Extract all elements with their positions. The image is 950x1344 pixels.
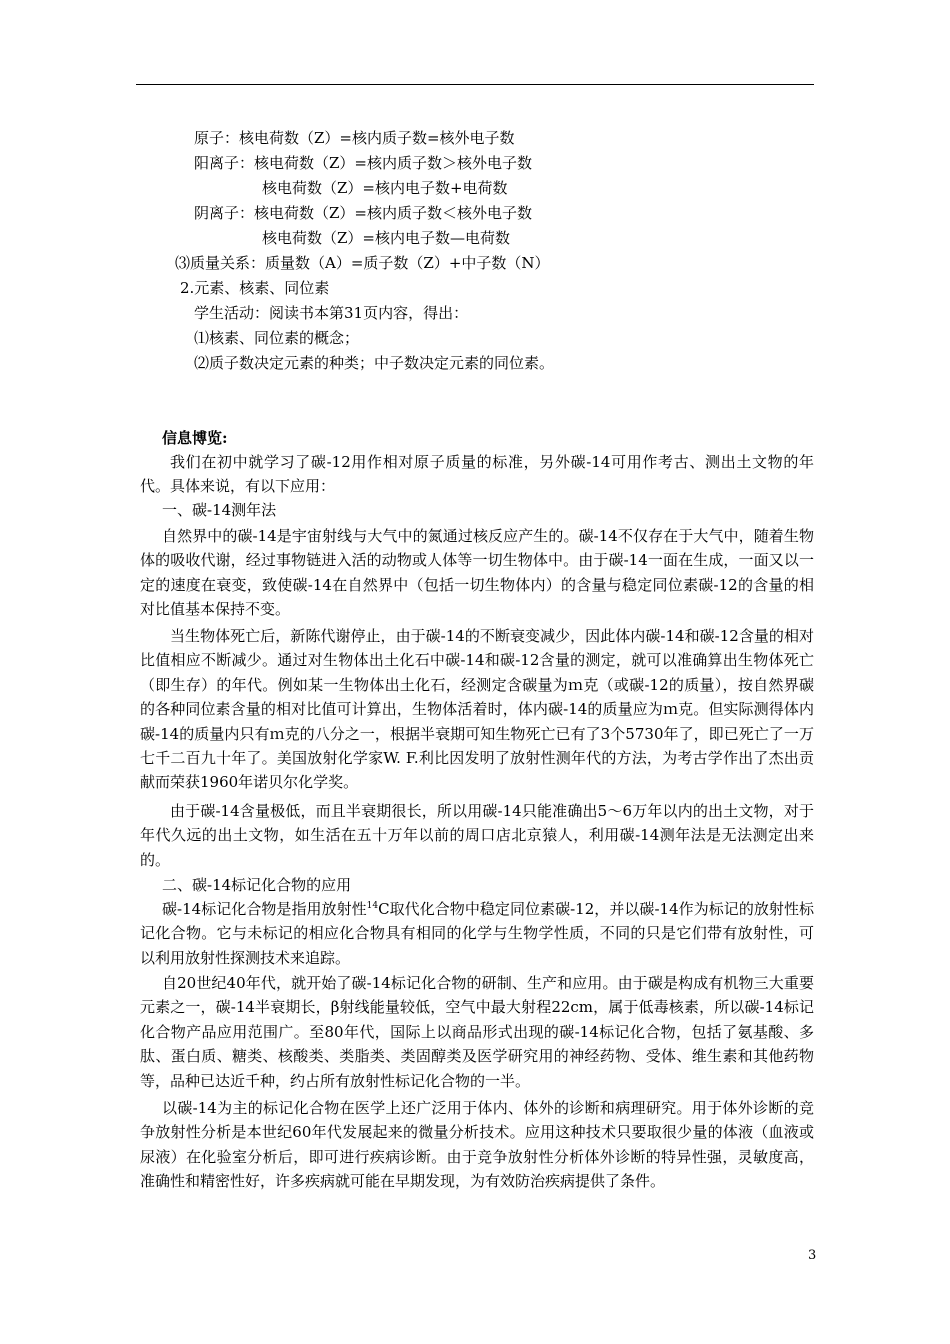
page-number: 3 bbox=[808, 1248, 817, 1263]
mass-relation-line: ⑶质量关系：质量数（A）=质子数（Z）+中子数（N） bbox=[175, 254, 550, 272]
section2-paragraph-2: 自20世纪40年代，就开始了碳-14标记化合物的研制、生产和应用。由于碳是构成有机物三大重要元素之一，碳-14半衰期长，β射线能量较低，空气中最大射程22cm，属于低毒核素，所以碳-14标记化合物产品应用范围广。至80年代，国际上以商品形式出现的碳-14标记化合物，包括了氨基酸、多肽、蛋白质、糖类、核酸类、类脂类、类固醇类及医学研究用的神经药物、受体、维生素和其他药物等，品种已达近千种，约占所有放射性标记化合物的一半。 bbox=[140, 974, 814, 1090]
section2-paragraph-3: 以碳-14为主的标记化合物在医学上还广泛用于体内、体外的诊断和病理研究。用于体外诊断的竞争放射性分析是本世纪60年代发展起来的微量分析技术。应用这种技术只要取很少量的体液（血液或尿液）在化验室分析后，即可进行疾病诊断。由于竞争放射性分析体外诊断的特异性强，灵敏度高，准确性和精密性好，许多疾病就可能在早期发现，为有效防治疾病提供了条件。 bbox=[140, 1099, 814, 1191]
section1-paragraph-3: 由于碳-14含量极低，而且半衰期很长，所以用碳-14只能准确出5～6万年以内的出土文物，对于年代久远的出土文物，如生活在五十万年以前的周口店北京猿人，利用碳-14测年法是无法测定出来的。 bbox=[140, 802, 814, 869]
info-intro-paragraph: 我们在初中就学习了碳-12用作相对原子质量的标准，另外碳-14可用作考古、测出土文物的年代。具体来说，有以下应用： bbox=[140, 453, 814, 496]
section1-paragraph-2: 当生物体死亡后，新陈代谢停止，由于碳-14的不断衰变减少，因此体内碳-14和碳-12含量的相对比值相应不断减少。通过对生物体出土化石中碳-14和碳-12含量的测定，就可以准确算出生物体死亡（即生存）的年代。例如某一生物体出土化石，经测定含碳量为ｍ克（或碳-12的质量），按自然界碳的各种同位素含量的相对比值可计算出，生物体活着时，体内碳-14的质量应为ｍ克。但实际测得体内碳-14的质量内只有ｍ克的八分之一，根据半衰期可知生物死亡已有了3个5730年了，即已死亡了一万七千二百九十年了。美国放射化学家W. F.利比因发明了放射性测年代的方法，为考古学作出了杰出贡献而荣获1960年诺贝尔化学奖。 bbox=[140, 627, 814, 792]
atom-relation-line: 原子：核电荷数（Z）=核内质子数=核外电子数 bbox=[194, 129, 515, 147]
mass-number-superscript: 14 bbox=[366, 901, 379, 911]
paragraph-text-after-superscript: C取代化合物中稳定同位素碳-12，并以碳-14作为标记的放射性标记化合物。它与未标记的相应化合物具有相同的化学与生物学性质，不同的只是它们带有放射性，可以利用放射性探测技术来追踪。 bbox=[140, 900, 814, 967]
info-heading: 信息博览: bbox=[162, 429, 228, 447]
anion-relation-line-1: 阴离子：核电荷数（Z）=核内质子数＜核外电子数 bbox=[194, 204, 532, 222]
anion-relation-line-2: 核电荷数（Z）=核内电子数—电荷数 bbox=[262, 229, 510, 247]
section2-paragraph-1 bbox=[140, 897, 814, 970]
cation-relation-line-2: 核电荷数（Z）=核内电子数+电荷数 bbox=[262, 179, 508, 197]
concept-item-2: ⑵质子数决定元素的种类；中子数决定元素的同位素。 bbox=[194, 354, 555, 372]
section1-paragraph-1: 自然界中的碳-14是宇宙射线与大气中的氮通过核反应产生的。碳-14不仅存在于大气中，随着生物体的吸收代谢，经过事物链进入活的动物或人体等一切生物体中。由于碳-14一面在生成，一面又以一定的速度在衰变，致使碳-14在自然界中（包括一切生物体内）的含量与稳定同位素碳-12的含量的相对比值基本保持不变。 bbox=[140, 527, 814, 619]
cation-relation-line-1: 阳离子：核电荷数（Z）=核内质子数＞核外电子数 bbox=[194, 154, 532, 172]
section2-title: 二、碳-14标记化合物的应用 bbox=[162, 876, 352, 894]
section1-title: 一、碳-14测年法 bbox=[162, 501, 277, 519]
element-nuclide-isotope-heading: 2.元素、核素、同位素 bbox=[180, 279, 330, 297]
concept-item-1: ⑴核素、同位素的概念； bbox=[194, 329, 360, 347]
student-activity-line: 学生活动：阅读书本第31页内容，得出： bbox=[194, 304, 469, 322]
header-rule bbox=[136, 84, 814, 85]
paragraph-text-before-superscript: 碳-14标记化合物是指用放射性 bbox=[162, 900, 367, 918]
